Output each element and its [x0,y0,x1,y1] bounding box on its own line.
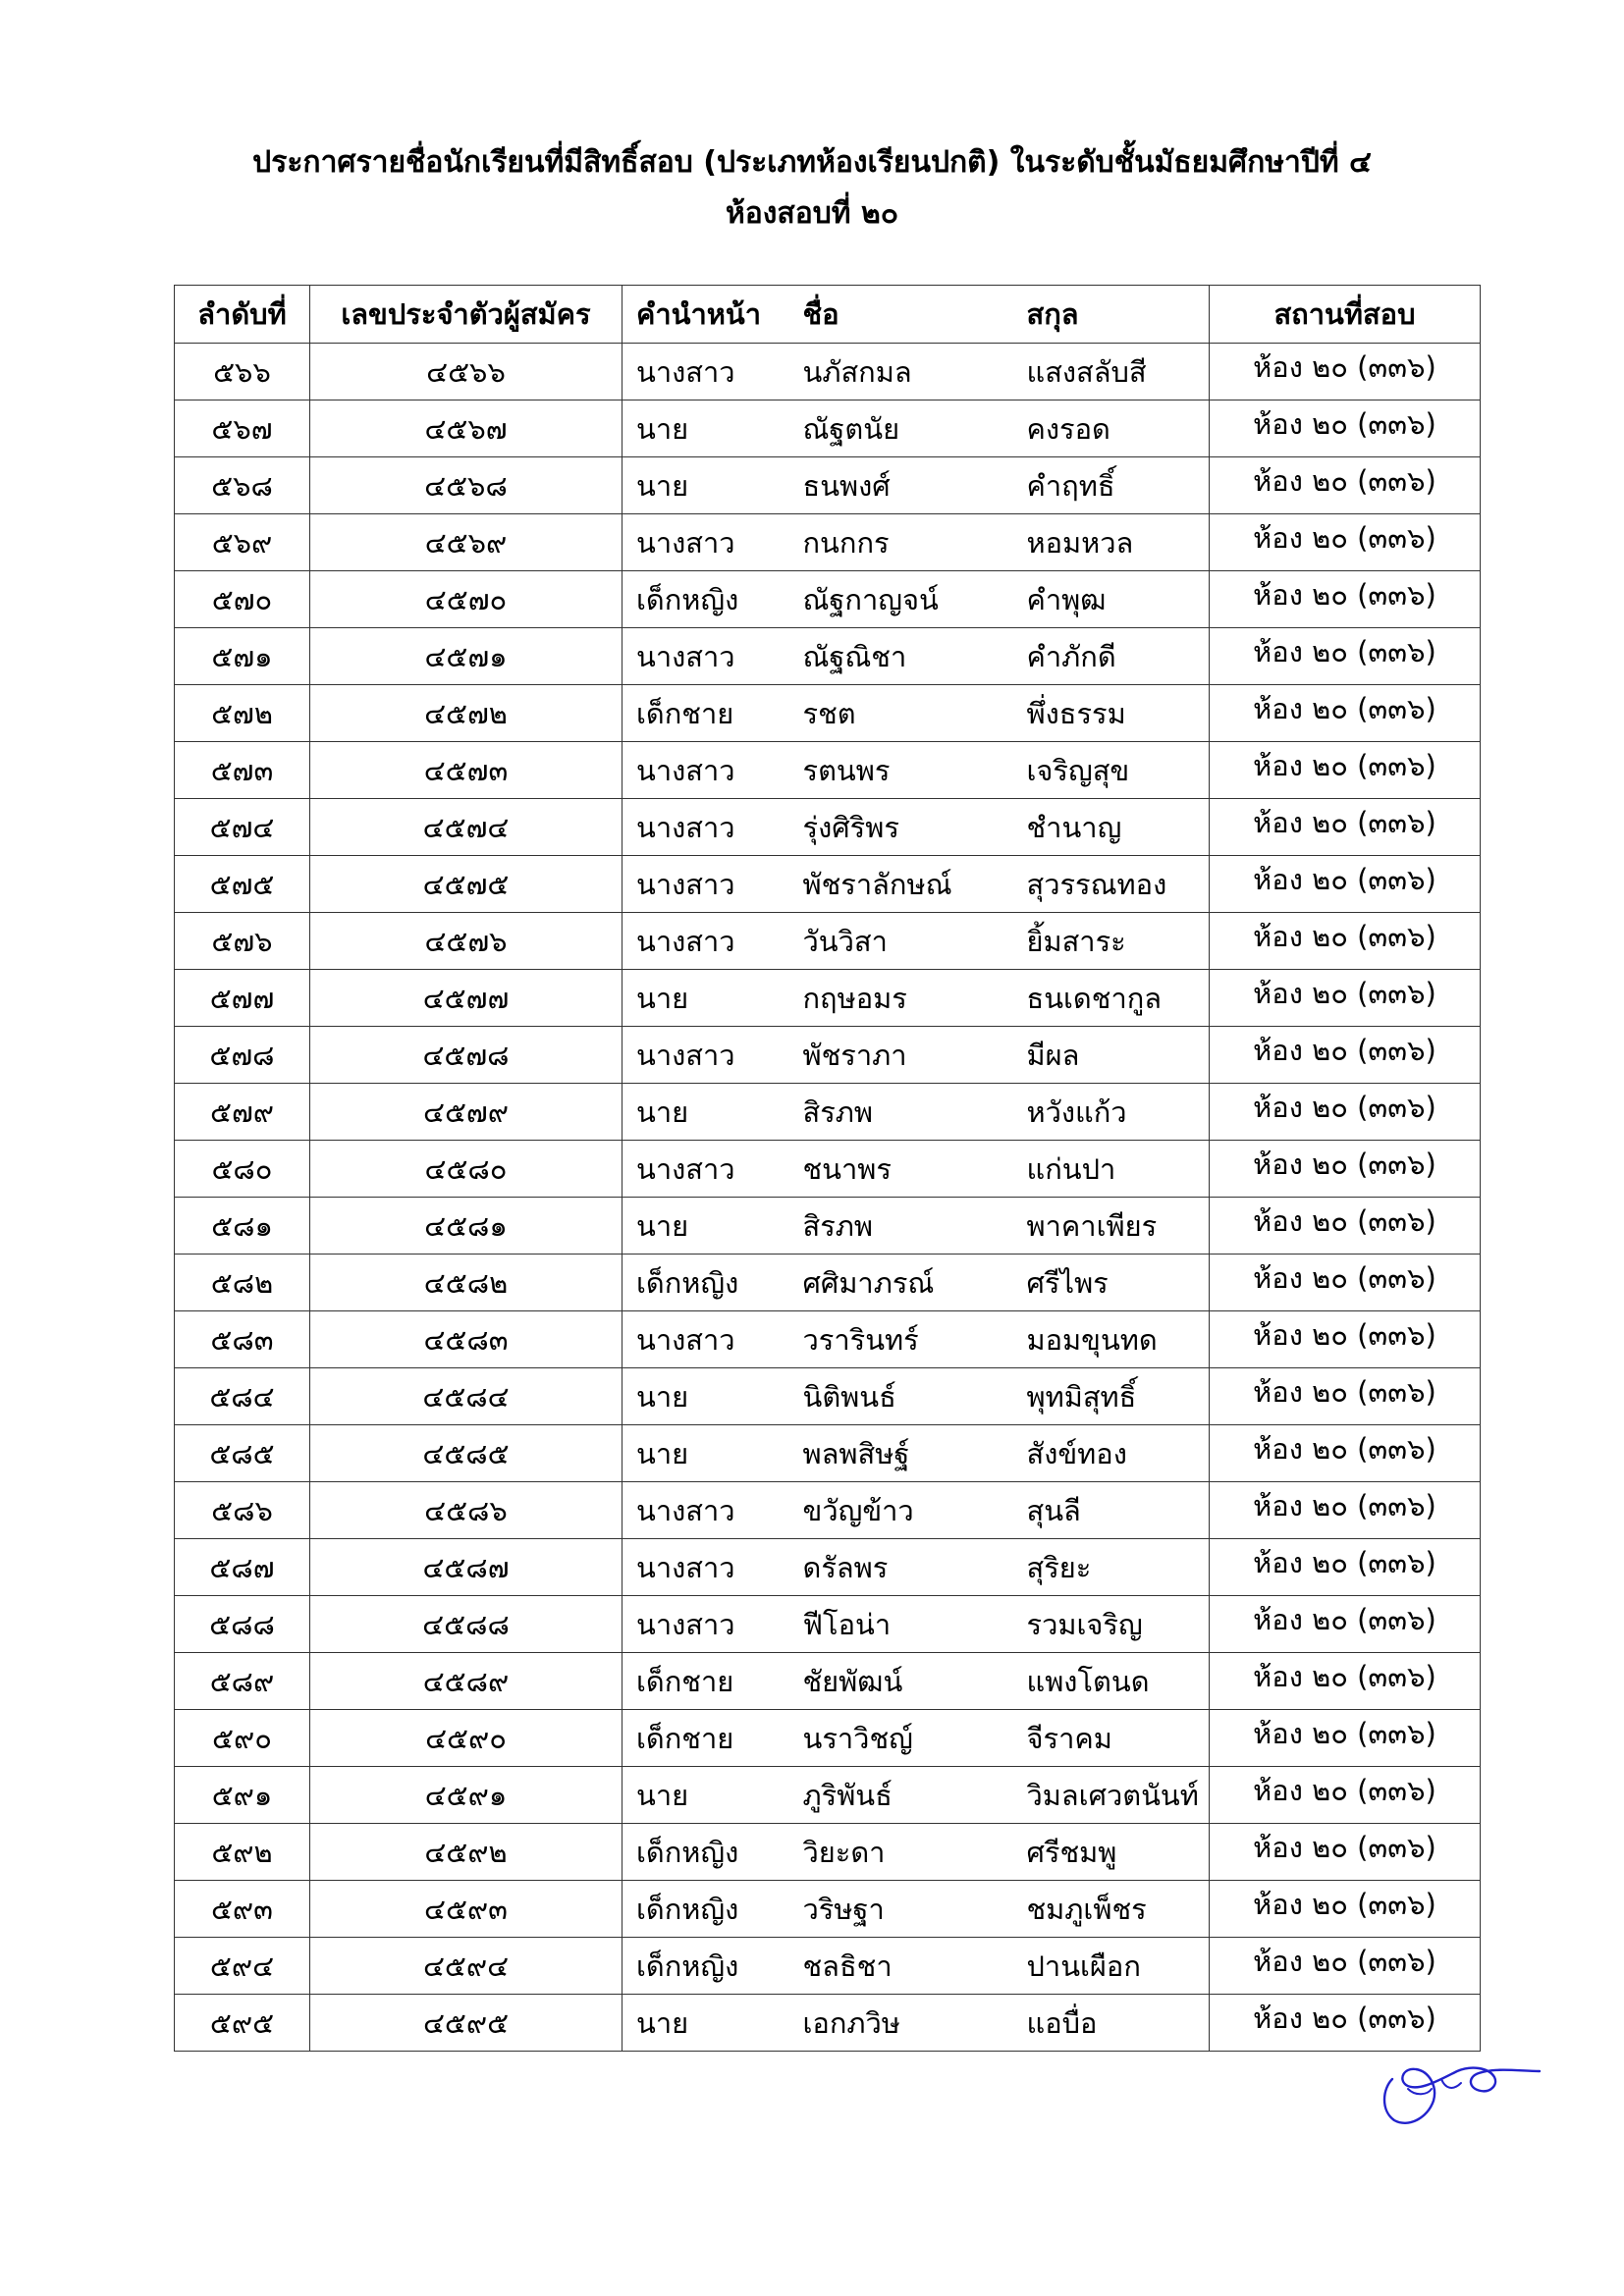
cell-prefix: นาย [623,1198,787,1255]
venue-text: ห้อง ๒๐ (๓๓๖) [1253,520,1436,555]
cell-applicant-id: ๔๕๙๔ [310,1938,623,1995]
cell-prefix: เด็กหญิง [623,571,787,628]
cell-surname: แก่นปา [1013,1141,1210,1198]
student-list-table [174,285,1481,2052]
cell-first-name: ภูริพันธ์ [787,1767,1013,1824]
cell-prefix: นางสาว [623,628,787,685]
table-header-row [175,286,1481,344]
cell-prefix: เด็กชาย [623,1653,787,1710]
cell-applicant-id: ๔๕๘๗ [310,1539,623,1596]
cell-surname: สังข์ทอง [1013,1425,1210,1482]
cell-order: ๕๘๓ [175,1311,310,1368]
cell-prefix: เด็กหญิง [623,1255,787,1311]
venue-text: ห้อง ๒๐ (๓๓๖) [1253,805,1436,839]
table-row [175,1027,1481,1084]
cell-first-name: วิยะดา [787,1824,1013,1881]
table-row [175,1653,1481,1710]
cell-first-name: วรารินทร์ [787,1311,1013,1368]
cell-exam-venue [1210,1027,1481,1084]
table-row [175,1084,1481,1141]
cell-order: ๕๘๑ [175,1198,310,1255]
cell-surname: หอมหวล [1013,514,1210,571]
cell-surname: สุริยะ [1013,1539,1210,1596]
cell-exam-venue [1210,344,1481,400]
cell-exam-venue [1210,628,1481,685]
cell-applicant-id: ๔๕๗๑ [310,628,623,685]
table-row [175,913,1481,970]
venue-text: ห้อง ๒๐ (๓๓๖) [1253,1090,1436,1124]
cell-applicant-id: ๔๕๗๘ [310,1027,623,1084]
cell-prefix: นางสาว [623,913,787,970]
cell-first-name: รชต [787,685,1013,742]
table-row [175,799,1481,856]
cell-first-name: กฤษอมร [787,970,1013,1027]
table-row [175,1368,1481,1425]
cell-surname: พาคาเพียร [1013,1198,1210,1255]
cell-applicant-id: ๔๕๘๑ [310,1198,623,1255]
venue-text: ห้อง ๒๐ (๓๓๖) [1253,577,1436,612]
cell-surname: จีราคม [1013,1710,1210,1767]
cell-applicant-id: ๔๕๗๓ [310,742,623,799]
cell-order: ๕๖๗ [175,400,310,457]
cell-surname: ธนเดชากูล [1013,970,1210,1027]
cell-applicant-id: ๔๕๘๒ [310,1255,623,1311]
venue-text: ห้อง ๒๐ (๓๓๖) [1253,1716,1436,1750]
venue-text: ห้อง ๒๐ (๓๓๖) [1253,976,1436,1010]
cell-first-name: รตนพร [787,742,1013,799]
venue-text: ห้อง ๒๐ (๓๓๖) [1253,1545,1436,1579]
table-row [175,1311,1481,1368]
cell-applicant-id: ๔๕๗๔ [310,799,623,856]
cell-order: ๕๗๙ [175,1084,310,1141]
cell-first-name: ฟีโอน่า [787,1596,1013,1653]
cell-applicant-id: ๔๕๗๐ [310,571,623,628]
table-row [175,1482,1481,1539]
cell-surname: มีผล [1013,1027,1210,1084]
table-row [175,400,1481,457]
venue-text: ห้อง ๒๐ (๓๓๖) [1253,862,1436,896]
cell-order: ๕๘๔ [175,1368,310,1425]
cell-first-name: ขวัญข้าว [787,1482,1013,1539]
cell-prefix: นางสาว [623,1141,787,1198]
cell-order: ๕๘๗ [175,1539,310,1596]
table-row [175,1255,1481,1311]
cell-first-name: ธนพงศ์ [787,457,1013,514]
cell-surname: แสงสลับสี [1013,344,1210,400]
cell-order: ๕๗๔ [175,799,310,856]
venue-text: ห้อง ๒๐ (๓๓๖) [1253,1260,1436,1295]
cell-order: ๕๘๐ [175,1141,310,1198]
table-row [175,970,1481,1027]
table-row [175,1596,1481,1653]
cell-applicant-id: ๔๕๘๓ [310,1311,623,1368]
venue-text: ห้อง ๒๐ (๓๓๖) [1253,1659,1436,1693]
venue-text: ห้อง ๒๐ (๓๓๖) [1253,1602,1436,1636]
cell-order: ๕๖๙ [175,514,310,571]
cell-order: ๕๗๗ [175,970,310,1027]
cell-applicant-id: ๔๕๙๕ [310,1995,623,2052]
cell-exam-venue [1210,1141,1481,1198]
table-row [175,1995,1481,2052]
cell-exam-venue [1210,1767,1481,1824]
exam-room-subtitle: ห้องสอบที่ ๒๐ [725,196,899,231]
venue-text: ห้อง ๒๐ (๓๓๖) [1253,1887,1436,1921]
cell-order: ๕๗๘ [175,1027,310,1084]
cell-exam-venue [1210,1368,1481,1425]
cell-order: ๕๙๐ [175,1710,310,1767]
cell-prefix: นาย [623,970,787,1027]
table-row [175,344,1481,400]
cell-prefix: นาย [623,457,787,514]
cell-surname: ปานเผือก [1013,1938,1210,1995]
cell-prefix: นางสาว [623,742,787,799]
cell-exam-venue [1210,571,1481,628]
cell-surname: ศรีไพร [1013,1255,1210,1311]
cell-exam-venue [1210,1596,1481,1653]
cell-applicant-id: ๔๕๙๒ [310,1824,623,1881]
cell-exam-venue [1210,1938,1481,1995]
cell-exam-venue [1210,1539,1481,1596]
table-row [175,1767,1481,1824]
page-title: ประกาศรายชื่อนักเรียนที่มีสิทธิ์สอบ (ประเภทห้องเรียนปกติ) ในระดับชั้นมัธยมศึกษาปีที่ ๔ [252,145,1372,180]
cell-exam-venue [1210,1710,1481,1767]
cell-prefix: นาย [623,1084,787,1141]
cell-first-name: นราวิชญ์ [787,1710,1013,1767]
cell-order: ๕๗๖ [175,913,310,970]
cell-exam-venue [1210,685,1481,742]
cell-applicant-id: ๔๕๗๙ [310,1084,623,1141]
venue-text: ห้อง ๒๐ (๓๓๖) [1253,1033,1436,1067]
cell-prefix: นางสาว [623,344,787,400]
venue-text: ห้อง ๒๐ (๓๓๖) [1253,919,1436,953]
cell-surname: มอมขุนทด [1013,1311,1210,1368]
cell-applicant-id: ๔๕๘๐ [310,1141,623,1198]
cell-applicant-id: ๔๕๘๘ [310,1596,623,1653]
cell-exam-venue [1210,1995,1481,2052]
column-header-exam-venue: สถานที่สอบ [1210,286,1481,344]
cell-first-name: ชัยพัฒน์ [787,1653,1013,1710]
venue-text: ห้อง ๒๐ (๓๓๖) [1253,1374,1436,1409]
cell-prefix: นาย [623,1767,787,1824]
cell-first-name: ณัฐตนัย [787,400,1013,457]
cell-surname: ยิ้มสาระ [1013,913,1210,970]
cell-order: ๕๙๓ [175,1881,310,1938]
cell-first-name: ณัฐกาญจน์ [787,571,1013,628]
table-row [175,1938,1481,1995]
cell-exam-venue [1210,514,1481,571]
cell-applicant-id: ๔๕๖๙ [310,514,623,571]
cell-applicant-id: ๔๕๖๗ [310,400,623,457]
venue-text: ห้อง ๒๐ (๓๓๖) [1253,2001,1436,2035]
cell-surname: คำพุฒ [1013,571,1210,628]
cell-surname: หวังแก้ว [1013,1084,1210,1141]
venue-text: ห้อง ๒๐ (๓๓๖) [1253,1317,1436,1352]
cell-surname: พึ่งธรรม [1013,685,1210,742]
signature-mark [1373,2050,1542,2132]
cell-first-name: กนกกร [787,514,1013,571]
cell-first-name: สิรภพ [787,1198,1013,1255]
cell-first-name: ชนาพร [787,1141,1013,1198]
venue-text: ห้อง ๒๐ (๓๓๖) [1253,1944,1436,1978]
table-row [175,628,1481,685]
cell-prefix: นาย [623,400,787,457]
cell-applicant-id: ๔๕๗๖ [310,913,623,970]
cell-order: ๕๙๑ [175,1767,310,1824]
cell-first-name: พัชราลักษณ์ [787,856,1013,913]
cell-prefix: นางสาว [623,799,787,856]
cell-prefix: เด็กหญิง [623,1881,787,1938]
cell-order: ๕๘๖ [175,1482,310,1539]
cell-exam-venue [1210,913,1481,970]
venue-text: ห้อง ๒๐ (๓๓๖) [1253,1773,1436,1807]
cell-surname: พุทมิสุทธิ์ [1013,1368,1210,1425]
table-row [175,1539,1481,1596]
table-row [175,1710,1481,1767]
cell-first-name: เอกภวิษ [787,1995,1013,2052]
cell-surname: คำฤทธิ์ [1013,457,1210,514]
table-row [175,685,1481,742]
table-row [175,514,1481,571]
cell-order: ๕๘๒ [175,1255,310,1311]
cell-prefix: นางสาว [623,856,787,913]
table-row [175,1198,1481,1255]
cell-order: ๕๙๒ [175,1824,310,1881]
column-header-prefix: คำนำหน้า [623,286,787,344]
cell-order: ๕๖๘ [175,457,310,514]
cell-prefix: นางสาว [623,1482,787,1539]
cell-order: ๕๗๓ [175,742,310,799]
table-row [175,1881,1481,1938]
cell-surname: แพงโตนด [1013,1653,1210,1710]
table-row [175,1141,1481,1198]
venue-text: ห้อง ๒๐ (๓๓๖) [1253,1431,1436,1466]
venue-text: ห้อง ๒๐ (๓๓๖) [1253,1203,1436,1238]
cell-applicant-id: ๔๕๗๕ [310,856,623,913]
venue-text: ห้อง ๒๐ (๓๓๖) [1253,691,1436,725]
cell-first-name: ศศิมาภรณ์ [787,1255,1013,1311]
cell-surname: คำภักดี [1013,628,1210,685]
cell-exam-venue [1210,1824,1481,1881]
venue-text: ห้อง ๒๐ (๓๓๖) [1253,1147,1436,1181]
cell-surname: ศรีชมพู [1013,1824,1210,1881]
cell-first-name: นิติพนธ์ [787,1368,1013,1425]
venue-text: ห้อง ๒๐ (๓๓๖) [1253,349,1436,384]
cell-exam-venue [1210,1653,1481,1710]
table-row [175,1824,1481,1881]
cell-exam-venue [1210,1255,1481,1311]
cell-exam-venue [1210,457,1481,514]
cell-order: ๕๙๔ [175,1938,310,1995]
cell-prefix: นาย [623,1425,787,1482]
cell-order: ๕๗๑ [175,628,310,685]
cell-applicant-id: ๔๕๗๗ [310,970,623,1027]
cell-first-name: นภัสกมล [787,344,1013,400]
table-row [175,457,1481,514]
cell-applicant-id: ๔๕๘๙ [310,1653,623,1710]
table-row [175,1425,1481,1482]
cell-exam-venue [1210,856,1481,913]
cell-applicant-id: ๔๕๗๒ [310,685,623,742]
cell-exam-venue [1210,1084,1481,1141]
cell-prefix: นางสาว [623,1311,787,1368]
cell-applicant-id: ๔๕๙๓ [310,1881,623,1938]
table-row [175,856,1481,913]
cell-exam-venue [1210,1198,1481,1255]
cell-prefix: เด็กหญิง [623,1938,787,1995]
cell-surname: สุวรรณทอง [1013,856,1210,913]
venue-text: ห้อง ๒๐ (๓๓๖) [1253,634,1436,668]
cell-surname: แอบื่อ [1013,1995,1210,2052]
venue-text: ห้อง ๒๐ (๓๓๖) [1253,406,1436,441]
cell-surname: คงรอด [1013,400,1210,457]
column-header-surname: สกุล [1013,286,1210,344]
cell-prefix: นางสาว [623,1027,787,1084]
cell-prefix: เด็กหญิง [623,1824,787,1881]
cell-surname: เจริญสุข [1013,742,1210,799]
cell-surname: สุนลี [1013,1482,1210,1539]
cell-prefix: นางสาว [623,514,787,571]
cell-applicant-id: ๔๕๘๖ [310,1482,623,1539]
cell-first-name: รุ่งศิริพร [787,799,1013,856]
cell-first-name: พัชราภา [787,1027,1013,1084]
cell-first-name: ชลธิชา [787,1938,1013,1995]
cell-exam-venue [1210,1425,1481,1482]
cell-exam-venue [1210,799,1481,856]
cell-prefix: นางสาว [623,1539,787,1596]
cell-first-name: ดรัลพร [787,1539,1013,1596]
venue-text: ห้อง ๒๐ (๓๓๖) [1253,1488,1436,1522]
venue-text: ห้อง ๒๐ (๓๓๖) [1253,748,1436,782]
cell-prefix: เด็กชาย [623,1710,787,1767]
cell-exam-venue [1210,1311,1481,1368]
cell-order: ๕๘๘ [175,1596,310,1653]
cell-surname: ชำนาญ [1013,799,1210,856]
cell-applicant-id: ๔๕๙๑ [310,1767,623,1824]
cell-order: ๕๘๕ [175,1425,310,1482]
venue-text: ห้อง ๒๐ (๓๓๖) [1253,463,1436,498]
cell-order: ๕๘๙ [175,1653,310,1710]
cell-prefix: เด็กชาย [623,685,787,742]
cell-order: ๕๖๖ [175,344,310,400]
cell-exam-venue [1210,400,1481,457]
cell-prefix: นาย [623,1368,787,1425]
cell-exam-venue [1210,742,1481,799]
column-header-order: ลำดับที่ [175,286,310,344]
venue-text: ห้อง ๒๐ (๓๓๖) [1253,1830,1436,1864]
cell-prefix: นาย [623,1995,787,2052]
cell-applicant-id: ๔๕๘๕ [310,1425,623,1482]
cell-surname: รวมเจริญ [1013,1596,1210,1653]
table-row [175,742,1481,799]
cell-order: ๕๗๒ [175,685,310,742]
cell-first-name: สิรภพ [787,1084,1013,1141]
cell-exam-venue [1210,1482,1481,1539]
cell-order: ๕๗๕ [175,856,310,913]
cell-first-name: วันวิสา [787,913,1013,970]
cell-surname: วิมลเศวตนันท์ [1013,1767,1210,1824]
cell-first-name: วริษฐา [787,1881,1013,1938]
cell-first-name: ณัฐณิชา [787,628,1013,685]
cell-applicant-id: ๔๕๘๔ [310,1368,623,1425]
cell-applicant-id: ๔๕๙๐ [310,1710,623,1767]
cell-applicant-id: ๔๕๖๘ [310,457,623,514]
table-row [175,571,1481,628]
cell-order: ๕๗๐ [175,571,310,628]
cell-exam-venue [1210,970,1481,1027]
column-header-applicant-id: เลขประจำตัวผู้สมัคร [310,286,623,344]
cell-exam-venue [1210,1881,1481,1938]
column-header-first-name: ชื่อ [787,286,1013,344]
cell-applicant-id: ๔๕๖๖ [310,344,623,400]
cell-first-name: พลพสิษฐ์ [787,1425,1013,1482]
cell-order: ๕๙๕ [175,1995,310,2052]
cell-prefix: นางสาว [623,1596,787,1653]
cell-surname: ชมภูเพ็ชร [1013,1881,1210,1938]
